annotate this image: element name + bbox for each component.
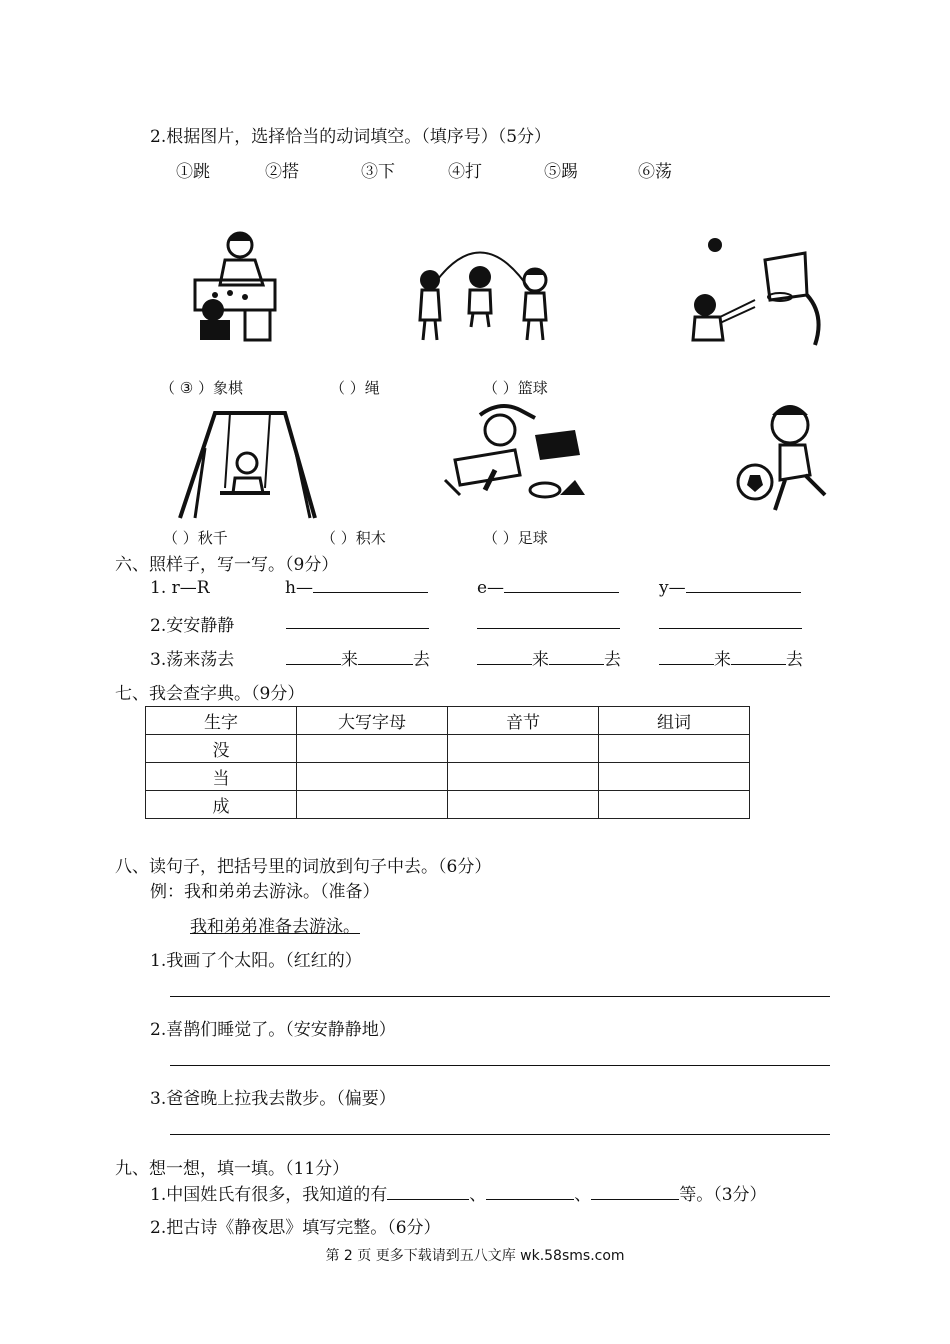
- building-blocks-illustration: [440, 400, 590, 500]
- s6-row3-label: 3.荡来荡去: [150, 650, 235, 670]
- blank-aabb-3[interactable]: [659, 628, 802, 629]
- blank-qu-3[interactable]: [731, 663, 786, 665]
- table-header-row: [146, 707, 750, 735]
- section-7-title: 七、我会查字典。（9分）: [115, 684, 305, 704]
- blank-surname-3[interactable]: [591, 1198, 679, 1200]
- table-row: [146, 791, 750, 819]
- blank-surname-2[interactable]: [486, 1198, 574, 1200]
- s6-r3-group-3: [659, 645, 803, 670]
- char-cell: 成: [146, 791, 297, 819]
- answer-5[interactable]: （ ）: [321, 529, 356, 547]
- word-cell[interactable]: [599, 791, 750, 819]
- s9-q1-suffix: 等。（3分）: [679, 1185, 767, 1205]
- word-cell[interactable]: [599, 763, 750, 791]
- blank-surname-1[interactable]: [387, 1198, 469, 1200]
- s8-item-1: 1.我画了个太阳。（红红的）: [150, 951, 362, 971]
- qu-1: 去: [413, 650, 430, 670]
- qu-3: 去: [786, 650, 803, 670]
- s9-q1-sep-1: 、: [469, 1185, 487, 1205]
- answer-line-1[interactable]: [170, 996, 830, 997]
- blank-lai-1[interactable]: [286, 663, 341, 665]
- blank-lai-3[interactable]: [659, 663, 714, 665]
- s9-q1: [150, 1180, 767, 1205]
- s9-q1-sep-2: 、: [574, 1185, 592, 1205]
- lai-1: 来: [341, 650, 358, 670]
- capital-cell[interactable]: [297, 791, 448, 819]
- answer-1[interactable]: （ ③ ）: [160, 379, 213, 397]
- s6-r1-e: e—: [477, 578, 505, 598]
- answer-6[interactable]: （ ）: [483, 529, 518, 547]
- soccer-illustration: [735, 400, 840, 520]
- dictionary-table: [145, 706, 750, 819]
- s6-row2-label: 2.安安静静: [150, 616, 235, 636]
- section-6-title: 六、照样子，写一写。（9分）: [115, 555, 339, 575]
- s6-row1-label: 1. r—R: [150, 578, 210, 598]
- label-1: 象棋: [212, 379, 243, 397]
- option-1: ①跳: [176, 162, 210, 182]
- swing-illustration: [175, 408, 320, 523]
- word-cell[interactable]: [599, 735, 750, 763]
- s9-q1-prefix: 1.中国姓氏有很多，我知道的有: [150, 1185, 388, 1205]
- blank-qu-2[interactable]: [549, 663, 604, 665]
- jump-rope-illustration: [405, 235, 555, 350]
- label-4: 秋千: [197, 529, 228, 547]
- char-cell: 没: [146, 735, 297, 763]
- s6-r1-y: y—: [659, 578, 686, 598]
- qu-2: 去: [604, 650, 621, 670]
- s8-item-2: 2.喜鹊们睡觉了。（安安静静地）: [150, 1020, 396, 1040]
- label-6: 足球: [517, 529, 548, 547]
- label-5: 积木: [355, 529, 386, 547]
- header-syllable: 音节: [448, 707, 599, 735]
- blank-y[interactable]: [686, 591, 801, 593]
- blank-aabb-2[interactable]: [477, 628, 620, 629]
- chess-illustration: [185, 225, 285, 345]
- syllable-cell[interactable]: [448, 735, 599, 763]
- answer-2[interactable]: （ ）: [330, 379, 365, 397]
- answer-line-2[interactable]: [170, 1065, 830, 1066]
- option-6: ⑥荡: [638, 162, 672, 182]
- lai-3: 来: [714, 650, 731, 670]
- char-cell: 当: [146, 763, 297, 791]
- label-3: 篮球: [517, 379, 548, 397]
- blank-h[interactable]: [313, 591, 428, 593]
- s8-item-3: 3.爸爸晚上拉我去散步。（偏要）: [150, 1089, 396, 1109]
- option-3: ③下: [361, 162, 395, 182]
- s6-r3-group-2: [477, 645, 621, 670]
- syllable-cell[interactable]: [448, 791, 599, 819]
- header-char: 生字: [146, 707, 297, 735]
- header-capital: 大写字母: [297, 707, 448, 735]
- capital-cell[interactable]: [297, 735, 448, 763]
- table-row: [146, 735, 750, 763]
- lai-2: 来: [532, 650, 549, 670]
- blank-lai-2[interactable]: [477, 663, 532, 665]
- s8-example: 例：我和弟弟去游泳。（准备）: [150, 882, 380, 902]
- option-4: ④打: [448, 162, 482, 182]
- answer-line-3[interactable]: [170, 1134, 830, 1135]
- s8-example-answer: 我和弟弟准备去游泳。: [190, 917, 360, 937]
- section-9-title: 九、想一想，填一填。（11分）: [115, 1159, 350, 1179]
- q2-title: 2.根据图片，选择恰当的动词填空。（填序号）（5分）: [150, 127, 552, 147]
- answer-3[interactable]: （ ）: [483, 379, 518, 397]
- section-8-title: 八、读句子，把括号里的词放到句子中去。（6分）: [115, 857, 492, 877]
- table-row: [146, 763, 750, 791]
- answer-4[interactable]: （ ）: [163, 529, 198, 547]
- basketball-illustration: [685, 235, 825, 350]
- label-2: 绳: [364, 379, 380, 397]
- page-footer: 第 2 页 更多下载请到五八文库 wk.58sms.com: [325, 1248, 625, 1264]
- blank-aabb-1[interactable]: [286, 628, 429, 629]
- s9-q2: 2.把古诗《静夜思》填写完整。（6分）: [150, 1218, 441, 1238]
- syllable-cell[interactable]: [448, 763, 599, 791]
- s6-r1-h: h—: [285, 578, 313, 598]
- header-word: 组词: [599, 707, 750, 735]
- option-2: ②搭: [265, 162, 299, 182]
- capital-cell[interactable]: [297, 763, 448, 791]
- option-5: ⑤踢: [544, 162, 578, 182]
- blank-e[interactable]: [504, 591, 619, 593]
- blank-qu-1[interactable]: [358, 663, 413, 665]
- s6-r3-group-1: [286, 645, 430, 670]
